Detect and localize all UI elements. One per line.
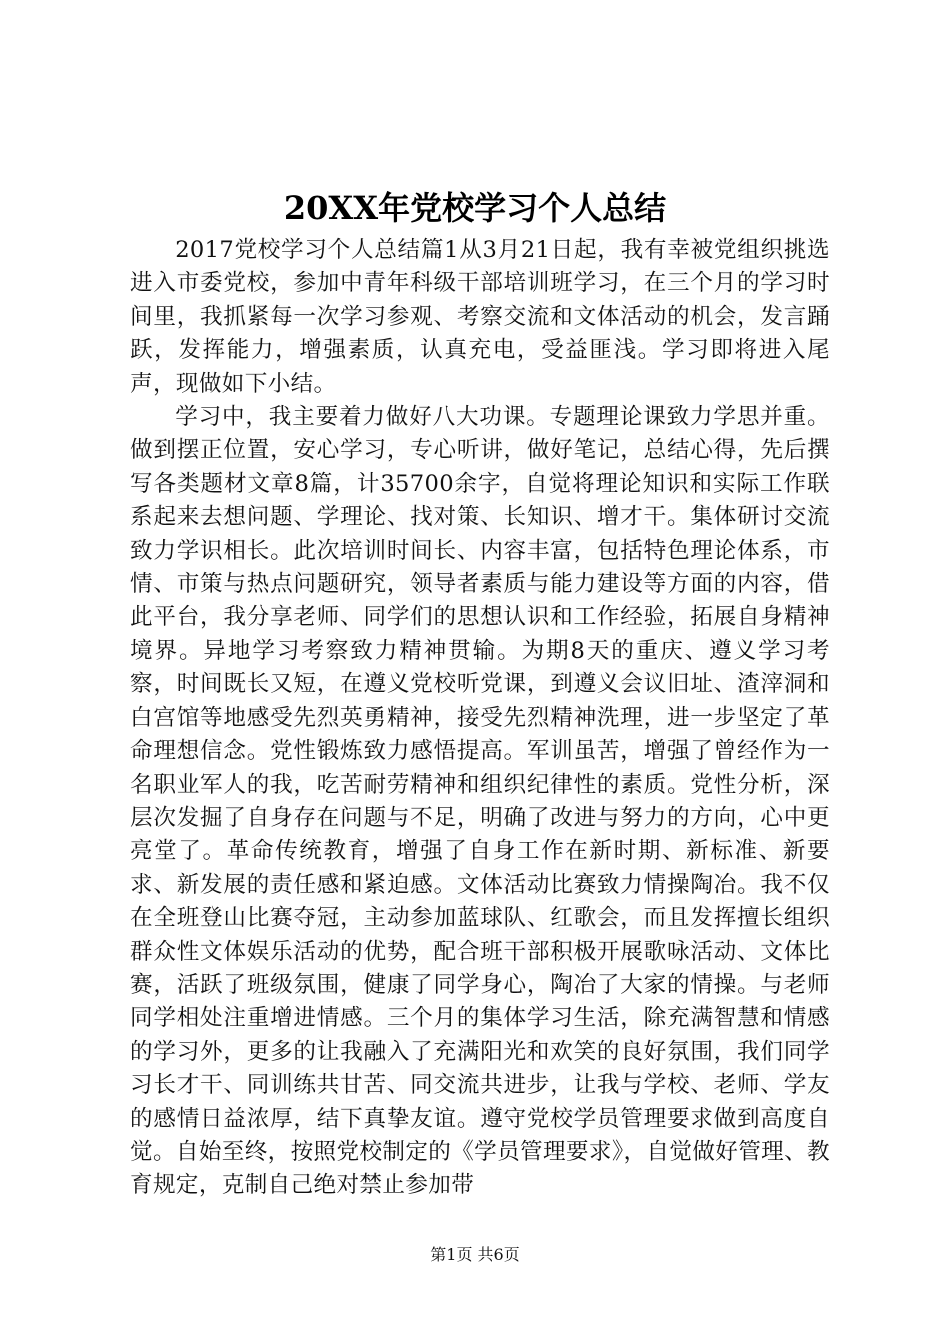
- paragraph-intro: 2017党校学习个人总结篇1从3月21日起，我有幸被党组织挑选进入市委党校，参加中青年科级干部培训班学习，在三个月的学习时间里，我抓紧每一次学习参观、考察交流和文体活动的机会，发言踊跃，发挥能力，增强素质，认真充电，受益匪浅。学习即将进入尾声，现做如下小结。: [130, 237, 830, 397]
- page-footer: 第1页 共6页: [430, 1245, 520, 1264]
- document-body: [130, 234, 830, 1203]
- document-title: 20XX年党校学习个人总结: [283, 189, 667, 227]
- paragraph-study-tasks: 学习中，我主要着力做好八大功课。专题理论课致力学思并重。做到摆正位置，安心学习，专心听讲，做好笔记，总结心得，先后撰写各类题材文章8篇，计35700余字，自觉将理论知识和实际工作联系起来去想问题、学理论、找对策、长知识、增才干。集体研讨交流致力学识相长。此次培训时间长、内容丰富，包括特色理论体系，市情、市策与热点问题研究，领导者素质与能力建设等方面的内容，借此平台，我分享老师、同学们的思想认识和工作经验，拓展自身精神境界。异地学习考察致力精神贯输。为期8天的重庆、遵义学习考察，时间既长又短，在遵义党校听党课，到遵义会议旧址、渣滓洞和白宫馆等地感受先烈英勇精神，接受先烈精神洗理，进一步坚定了革命理想信念。党性锻炼致力感悟提高。军训虽苦，增强了曾经作为一名职业军人的我，吃苦耐劳精神和组织纪律性的素质。党性分析，深层次发掘了自身存在问题与不足，明确了改进与努力的方向，心中更亮堂了。革命传统教育，增强了自身工作在新时期、新标准、新要求、新发展的责任感和紧迫感。文体活动比赛致力情操陶冶。我不仅在全班登山比赛夺冠，主动参加蓝球队、红歌会，而且发挥擅长组织群众性文体娱乐活动的优势，配合班干部积极开展歌咏活动、文体比赛，活跃了班级氛围，健康了同学身心，陶冶了大家的情操。与老师同学相处注重增进情感。三个月的集体学习生活，除充满智慧和情感的学习外，更多的让我融入了充满阳光和欢笑的良好氛围，我们同学习长才干、同训练共甘苦、同交流共进步，让我与学校、老师、学友的感情日益浓厚，结下真挚友谊。遵守党校学员管理要求做到高度自觉。自始至终，按照党校制定的《学员管理要求》，自觉做好管理、教育规定，克制自己绝对禁止参加带: [130, 404, 830, 1199]
